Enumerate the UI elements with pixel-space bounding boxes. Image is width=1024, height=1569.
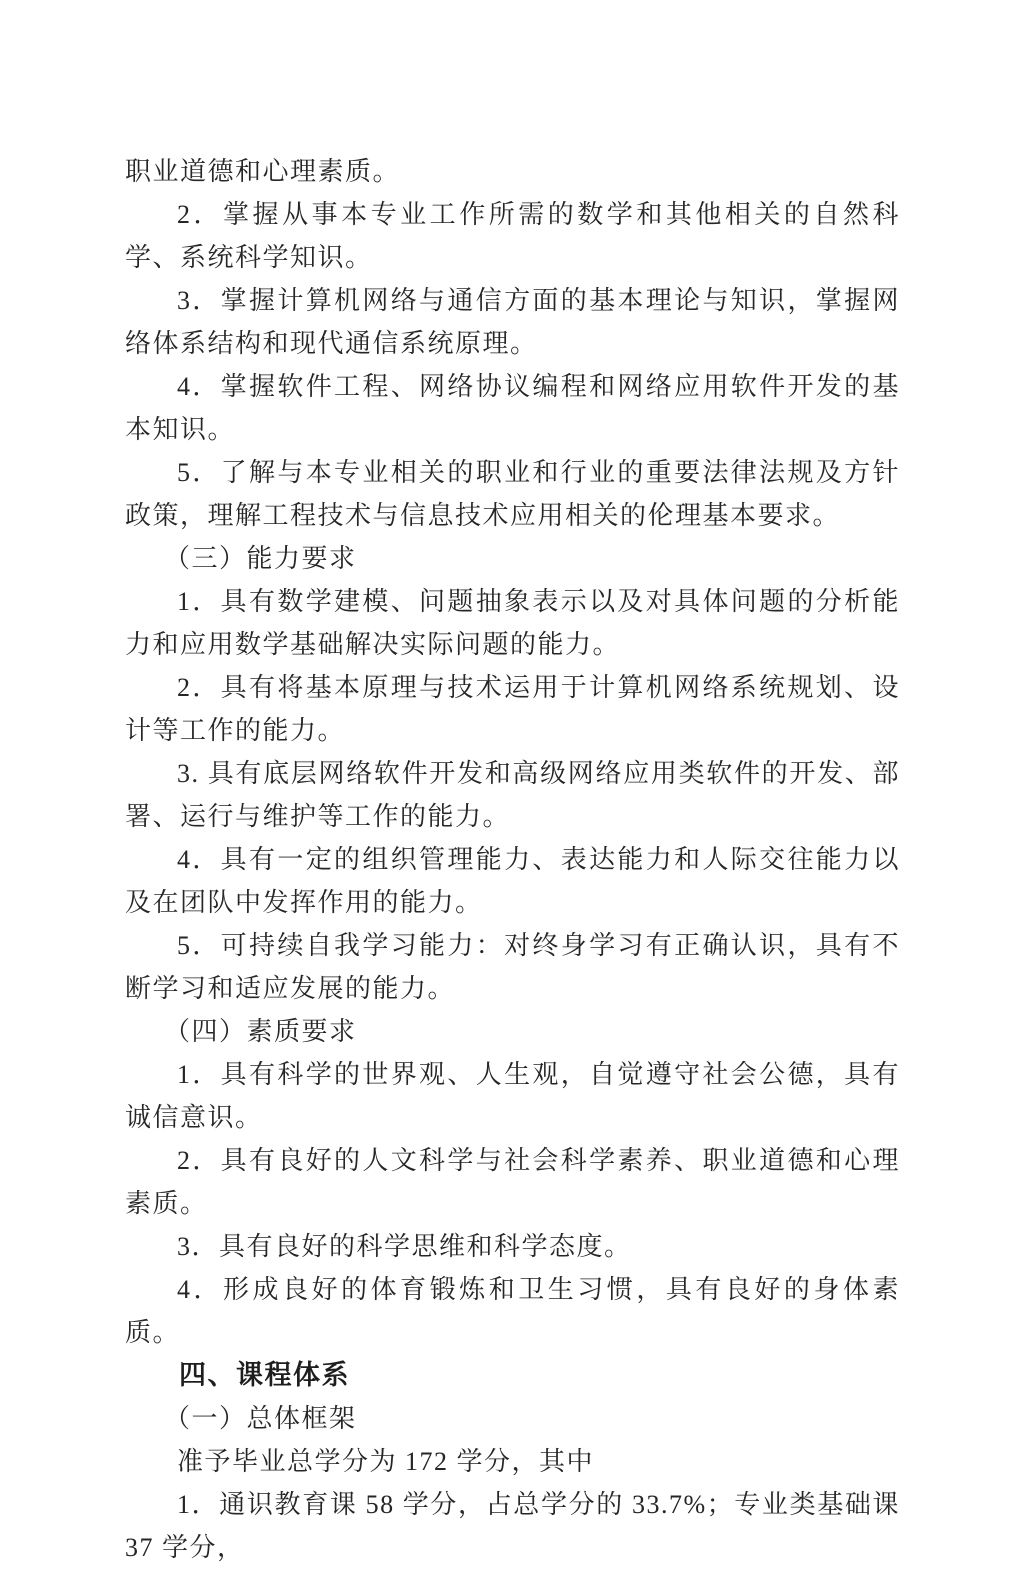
- sub-heading: （一）总体框架: [164, 1404, 357, 1433]
- paragraph: 1．通识教育课 58 学分，占总学分的 33.7%；专业类基础课 37 学分，: [125, 1490, 900, 1562]
- paragraph: 3．具有良好的科学思维和科学态度。: [177, 1232, 632, 1261]
- sub-heading: （四）素质要求: [164, 1017, 357, 1046]
- paragraph: 1．具有科学的世界观、人生观，自觉遵守社会公德，具有诚信意识。: [125, 1060, 900, 1132]
- paragraph: 2．具有良好的人文科学与社会科学素养、职业道德和心理素质。: [125, 1146, 900, 1218]
- paragraph: 1．具有数学建模、问题抽象表示以及对具体问题的分析能力和应用数学基础解决实际问题的能力。: [125, 587, 900, 659]
- paragraph: 3．掌握计算机网络与通信方面的基本理论与知识，掌握网络体系结构和现代通信系统原理。: [125, 286, 900, 358]
- paragraph: 4．具有一定的组织管理能力、表达能力和人际交往能力以及在团队中发挥作用的能力。: [125, 845, 900, 917]
- paragraph: 3. 具有底层网络软件开发和高级网络应用类软件的开发、部署、运行与维护等工作的能力。: [125, 759, 900, 831]
- section-heading: 四、课程体系: [179, 1360, 350, 1390]
- paragraph: 5．了解与本专业相关的职业和行业的重要法律法规及方针政策，理解工程技术与信息技术应用相关的伦理基本要求。: [125, 458, 900, 530]
- paragraph: 准予毕业总学分为 172 学分，其中: [177, 1447, 595, 1476]
- sub-heading: （三）能力要求: [164, 544, 357, 573]
- paragraph: 职业道德和心理素质。: [125, 157, 401, 186]
- paragraph: 5．可持续自我学习能力：对终身学习有正确认识，具有不断学习和适应发展的能力。: [125, 931, 900, 1003]
- paragraph: 4．掌握软件工程、网络协议编程和网络应用软件开发的基本知识。: [125, 372, 900, 444]
- paragraph: 2．掌握从事本专业工作所需的数学和其他相关的自然科学、系统科学知识。: [125, 200, 900, 272]
- paragraph: 2．具有将基本原理与技术运用于计算机网络系统规划、设计等工作的能力。: [125, 673, 900, 745]
- paragraph: 4．形成良好的体育锻炼和卫生习惯，具有良好的身体素质。: [125, 1275, 900, 1347]
